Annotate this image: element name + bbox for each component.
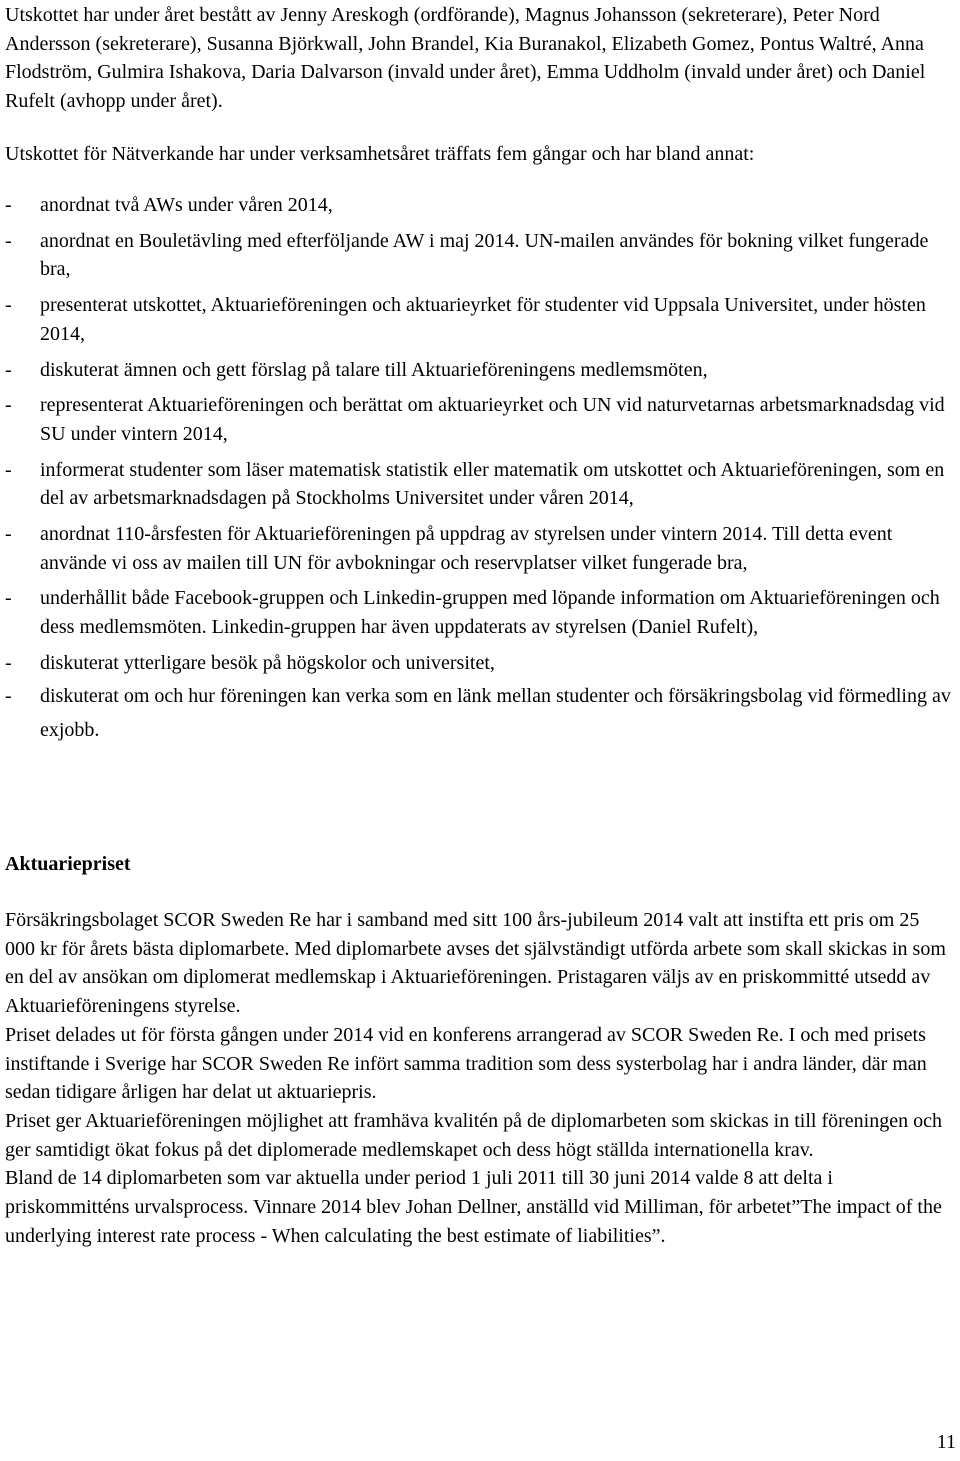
dash-marker: - [5,651,12,674]
list-item-text: diskuterat ytterligare besök på högskolor och universitet, [40,651,495,674]
list-item-text: underhållit både Facebook-gruppen och Linkedin-gruppen med löpande information om Aktuarieföreningen och dess medlemsmöten. Linkedin-gruppen har även uppdaterats av styrelsen (Daniel Rufelt), [40,587,940,639]
activity-list [5,191,953,754]
members-paragraph: Utskottet har under året bestått av Jenny Areskogh (ordförande), Magnus Johansson (sekreterare), Peter Nord Andersson (sekreterare), Susanna Björkwall, John Brandel, Kia Buranakol, Elizabeth Gomez, Pontus Waltré, Anna Flodström, Gulmira Ishakova, Daria Dalvarson (invald under året), Emma Uddholm (invald under året) och Daniel Rufelt (avhopp under året). [5,4,926,113]
prize-paragraph: Försäkringsbolaget SCOR Sweden Re har i samband med sitt 100 års-jubileum 2014 valt att instifta ett pris om 25 000 kr för årets bästa diplomarbete. Med diplomarbete avses det självständigt utförda arbete som skall skickas in som en del av ansökan om diplomerat medlemskap i Aktuarieföreningen. Pristagaren väljs av en priskommitté utsedd av Aktuarieföreningens styrelse. [5,909,946,1018]
dash-marker: - [5,394,12,417]
intro-paragraph: Utskottet för Nätverkande har under verksamhetsåret träffats fem gångar och har bland annat: [5,143,755,165]
list-item [5,191,953,220]
prize-section [5,906,953,1250]
dash-marker: - [5,458,12,481]
prize-paragraph: Priset delades ut för första gången under 2014 vid en konferens arrangerad av SCOR Sweden Re. I och med prisets instiftande i Sverige har SCOR Sweden Re infört samma tradition som dess systerbolag har i andra länder, där man sedan tidigare årligen har delat ut aktuariepris. [5,1023,927,1104]
prize-paragraph: Bland de 14 diplomarbeten som var aktuella under period 1 juli 2011 till 30 juni 2014 valde 8 att delta i priskommitténs urvalsprocess. Vinnare 2014 blev Johan Dellner, anställd vid Milliman, för arbetet”The impact of the underlying interest rate process - When calculating the best estimate of liabilities”. [5,1167,942,1247]
list-item-text: diskuterat om och hur föreningen kan verka som en länk mellan studenter och försäkringsbolag vid förmedling av exjobb. [40,684,951,741]
list-item-text: anordnat 110-årsfesten för Aktuarieföreningen på uppdrag av styrelsen under vintern 2014. Till detta event använde vi oss av mailen till UN för avbokningar och reservplatser vilket fungerade bra, [40,523,893,574]
list-item [5,584,953,641]
section-heading: Aktuariepriset [5,853,131,875]
dash-marker: - [5,294,12,317]
list-item-text: anordnat en Bouletävling med efterföljande AW i maj 2014. UN-mailen användes för bokning vilket fungerade bra, [40,229,929,281]
list-item-text: anordnat två AWs under våren 2014, [40,194,333,216]
list-item [5,520,953,577]
dash-marker: - [5,523,12,546]
prize-paragraph: Priset ger Aktuarieföreningen möjlighet att framhäva kvalitén på de diplomarbeten som skickas in till föreningen och ger samtidigt ökat fokus på det diplomerade medlemskapet och dess högt ställda internationella krav. [5,1109,942,1161]
list-item [5,456,953,513]
dash-marker: - [5,587,12,610]
list-item-text: representerat Aktuarieföreningen och berättat om aktuarieyrket och UN vid naturvetarnas arbetsmarknadsdag vid SU under vintern 2014, [40,394,945,445]
list-item [5,679,953,747]
list-item [5,227,953,284]
page-number: 11 [936,1431,956,1453]
list-item [5,649,953,678]
list-item-text: informerat studenter som läser matematisk statistik eller matematik om utskottet och Aktuarieföreningen, som en del av arbetsmarknadsdagen på Stockholms Universitet under våren 2014, [40,458,945,510]
dash-marker: - [5,194,12,216]
dash-marker: - [5,358,12,381]
list-item [5,356,953,385]
dash-marker: - [5,684,12,707]
list-item [5,391,953,448]
dash-marker: - [5,229,12,252]
list-item-text: presenterat utskottet, Aktuarieföreningen och aktuarieyrket för studenter vid Uppsala Universitet, under hösten 2014, [40,294,926,345]
list-item [5,291,953,348]
list-item-text: diskuterat ämnen och gett förslag på talare till Aktuarieföreningens medlemsmöten, [40,358,708,381]
